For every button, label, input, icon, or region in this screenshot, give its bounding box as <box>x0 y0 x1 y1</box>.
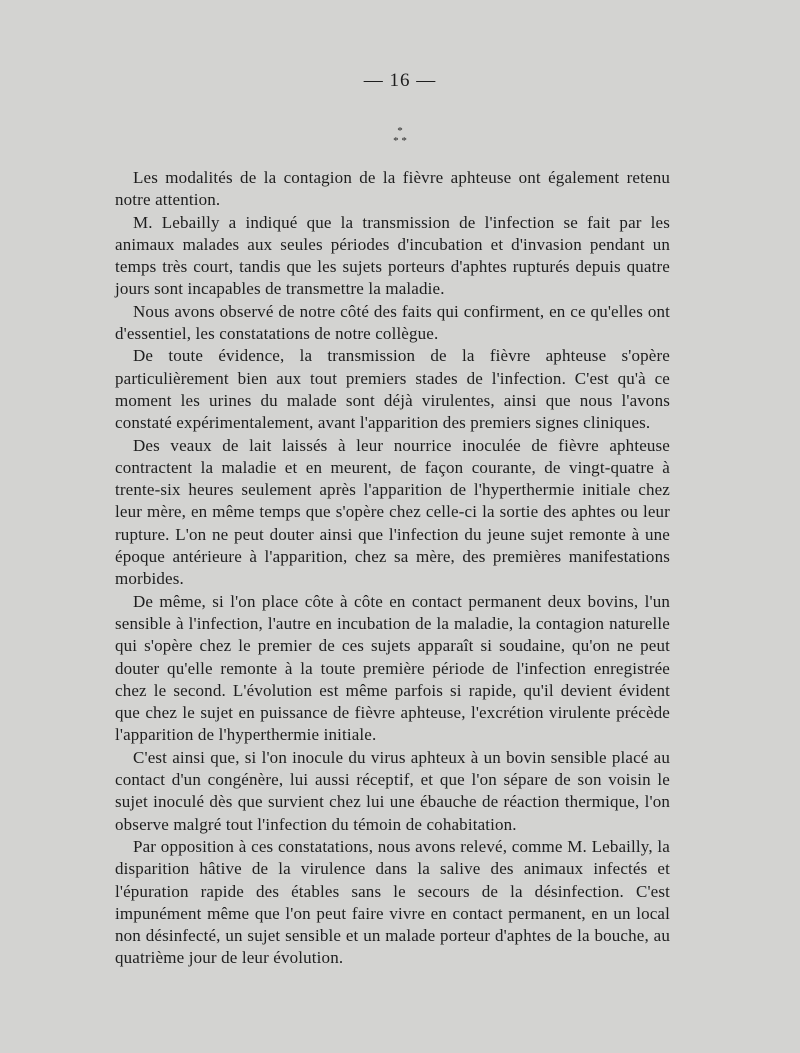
paragraph-1: Les modalités de la contagion de la fièvre aphteuse ont également retenu notre attention. <box>115 168 670 210</box>
section-asterism <box>0 126 800 146</box>
paragraph-3: Nous avons observé de notre côté des faits qui confirment, en ce qu'elles ont d'essentiel, les constatations de notre collègue. <box>115 301 670 344</box>
paragraph-5: Des veaux de lait laissés à leur nourrice inoculée de fièvre aphteuse contractent la maladie et en meurent, de façon courante, de vingt-quatre à trente-six heures seulement après l'apparition de l'hyperthermie initiale chez leur mère, en même temps que s'opère chez celle-ci la sortie des aphtes ou leur rupture. L'on ne peut douter ainsi que l'infection du jeune sujet remonte à une époque antérieure à l'apparition, chez sa mère, des premières manifestations morbides. <box>115 435 670 589</box>
paragraph-7: C'est ainsi que, si l'on inocule du virus aphteux à un bovin sensible placé au contact d'un congénère, lui aussi réceptif, et que l'on sépare de son voisin le sujet inoculé dès que survient chez lui une ébauche de réaction thermique, l'on observe malgré tout l'infection du témoin de cohabitation. <box>115 747 670 834</box>
paragraph-4: De toute évidence, la transmission de la fièvre aphteuse s'opère particulièrement bien aux tout premiers stades de l'infection. C'est qu'à ce moment les urines du malade sont déjà virulentes, ainsi que nous l'avons constaté expérimentalement, avant l'apparition des premiers signes cliniques. <box>115 346 670 433</box>
paragraph-2: M. Lebailly a indiqué que la transmission de l'infection se fait par les animaux malades aux seules périodes d'incubation et d'invasion pendant un temps très court, tandis que les sujets porteurs d'aphtes rupturés depuis quatre jours sont incapables de transmettre la maladie. <box>115 212 670 299</box>
page-number: — 16 — <box>363 70 437 91</box>
paragraph-8: Par opposition à ces constatations, nous avons relevé, comme M. Lebailly, la disparition hâtive de la virulence dans la salive des animaux infectés et l'épuration rapide des étables sans le secours de la désinfection. C'est impunément même que l'on peut faire vivre en contact permanent, en un local non désinfecté, un sujet sensible et un malade porteur d'aphtes de la bouche, au quatrième jour de leur évolution. <box>115 836 670 968</box>
paragraph-6: De même, si l'on place côte à côte en contact permanent deux bovins, l'un sensible à l'infection, l'autre en incubation de la maladie, la contagion naturelle qui s'opère chez le premier de ces sujets apparaît si soudaine, qu'on ne peut douter qu'elle remonte à la toute première période de l'infection enregistrée chez le second. L'évolution est même parfois si rapide, qu'il devient évident que chez le sujet en puissance de fièvre aphteuse, l'excrétion virulente précède l'apparition de l'hyperthermie initiale. <box>115 591 670 745</box>
body-text <box>115 167 670 970</box>
asterism-top: * <box>397 125 403 137</box>
asterism-bottom: * * <box>393 135 407 147</box>
